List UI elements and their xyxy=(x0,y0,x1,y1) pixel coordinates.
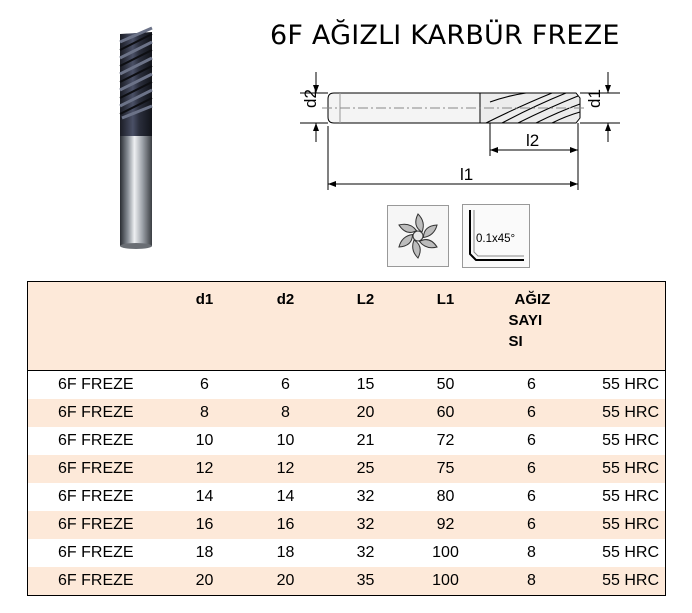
table-row xyxy=(28,455,666,483)
cell-flutes: 8 xyxy=(527,572,536,589)
cell-d2: 12 xyxy=(276,460,295,477)
cell-l2: 21 xyxy=(356,432,375,449)
cell-hardness: 55 HRC xyxy=(602,460,659,477)
cell-l2: 32 xyxy=(356,544,375,561)
cell-flutes: 6 xyxy=(527,404,536,421)
cell-l2: 25 xyxy=(356,460,375,477)
dimension-table-container xyxy=(27,281,665,596)
cell-name: 6F FREZE xyxy=(58,516,134,533)
header-d1: d1 xyxy=(195,291,214,308)
cell-name: 6F FREZE xyxy=(58,488,134,505)
cell-d1: 8 xyxy=(200,404,209,421)
header-l1: L1 xyxy=(436,291,455,308)
header-flute-line1: AĞIZ xyxy=(514,291,551,308)
page-title: 6F AĞIZLI KARBÜR FREZE xyxy=(270,20,620,51)
cell-d1: 20 xyxy=(195,572,214,589)
header-flute-line3: SI xyxy=(508,333,523,350)
cell-name: 6F FREZE xyxy=(58,404,134,421)
cell-name: 6F FREZE xyxy=(58,572,134,589)
cell-d2: 10 xyxy=(276,432,295,449)
cell-l2: 32 xyxy=(356,488,375,505)
chamfer-label: 0.1x45° xyxy=(476,233,516,245)
cell-hardness: 55 HRC xyxy=(602,572,659,589)
table-row xyxy=(28,427,666,455)
cell-d2: 8 xyxy=(281,404,290,421)
cell-l1: 50 xyxy=(436,376,455,393)
cell-name: 6F FREZE xyxy=(58,432,134,449)
cell-flutes: 6 xyxy=(527,376,536,393)
cell-d1: 12 xyxy=(195,460,214,477)
cell-d2: 6 xyxy=(281,376,290,393)
header-d2: d2 xyxy=(276,291,295,308)
cell-d1: 16 xyxy=(195,516,214,533)
cell-flutes: 6 xyxy=(527,516,536,533)
cell-l1: 92 xyxy=(436,516,455,533)
cell-d2: 18 xyxy=(276,544,295,561)
table-row xyxy=(28,567,666,596)
table-row xyxy=(28,483,666,511)
header-flute-line2: SAYI xyxy=(508,312,543,329)
d2-label: d2 xyxy=(301,89,320,108)
cell-d1: 18 xyxy=(195,544,214,561)
cell-d2: 16 xyxy=(276,516,295,533)
cell-name: 6F FREZE xyxy=(58,376,134,393)
cell-d2: 14 xyxy=(276,488,295,505)
table-row xyxy=(28,511,666,539)
flute-section-icon xyxy=(387,205,449,267)
cell-l2: 15 xyxy=(356,376,375,393)
header-hardness xyxy=(578,282,666,371)
table-row xyxy=(28,539,666,567)
cell-d1: 14 xyxy=(195,488,214,505)
cell-hardness: 55 HRC xyxy=(602,376,659,393)
cell-l1: 100 xyxy=(432,572,459,589)
cell-flutes: 6 xyxy=(527,432,536,449)
header-flute-count xyxy=(486,282,578,371)
l1-label: l1 xyxy=(460,165,474,184)
cell-name: 6F FREZE xyxy=(58,544,134,561)
cell-flutes: 6 xyxy=(527,488,536,505)
cell-l2: 35 xyxy=(356,572,375,589)
cell-d1: 10 xyxy=(195,432,214,449)
cell-l2: 20 xyxy=(356,404,375,421)
cell-l1: 72 xyxy=(436,432,455,449)
header-l2: L2 xyxy=(356,291,375,308)
end-mill-photo xyxy=(100,24,170,256)
cell-l1: 80 xyxy=(436,488,455,505)
cell-hardness: 55 HRC xyxy=(602,404,659,421)
header-name xyxy=(28,282,164,371)
cell-hardness: 55 HRC xyxy=(602,432,659,449)
chamfer-detail-icon xyxy=(462,204,530,268)
cell-d1: 6 xyxy=(200,376,209,393)
dimension-drawing xyxy=(290,66,604,191)
cell-hardness: 55 HRC xyxy=(602,544,659,561)
cell-d2: 20 xyxy=(276,572,295,589)
cell-l1: 60 xyxy=(436,404,455,421)
cell-l2: 32 xyxy=(356,516,375,533)
table-row xyxy=(28,371,666,400)
table-header-row xyxy=(28,282,666,371)
table-row xyxy=(28,399,666,427)
cell-hardness: 55 HRC xyxy=(602,488,659,505)
d1-label: d1 xyxy=(585,89,604,108)
cell-hardness: 55 HRC xyxy=(602,516,659,533)
cell-flutes: 6 xyxy=(527,460,536,477)
dimension-table xyxy=(27,281,666,596)
cell-name: 6F FREZE xyxy=(58,460,134,477)
cell-flutes: 8 xyxy=(527,544,536,561)
cell-l1: 75 xyxy=(436,460,455,477)
cell-l1: 100 xyxy=(432,544,459,561)
l2-label: l2 xyxy=(526,131,540,150)
